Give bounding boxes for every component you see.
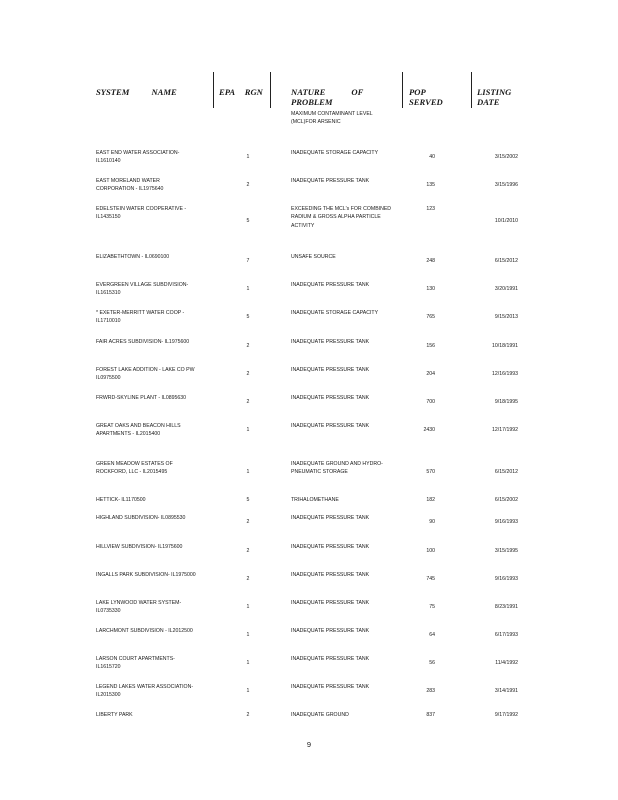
system-name-cell: HETTICK- IL1170500 [96, 497, 146, 503]
population-served-cell: 248 [426, 258, 435, 264]
population-served-cell: 156 [426, 343, 435, 349]
epa-region-cell: 2 [246, 712, 250, 718]
epa-region-cell: 5 [246, 497, 250, 503]
population-served-cell: 570 [426, 469, 435, 475]
epa-region-cell: 5 [246, 314, 250, 320]
population-served-cell: 56 [429, 660, 435, 666]
epa-region-cell: 1 [246, 469, 250, 475]
listing-date-cell: 6/15/2012 [494, 258, 518, 264]
listing-date-cell: 3/15/1995 [494, 548, 518, 554]
listing-date-cell: 9/16/1993 [494, 576, 518, 582]
system-name-cell: LARSON COURT APARTMENTS- IL1615720 [96, 656, 175, 671]
listing-date-cell: 3/14/1991 [494, 688, 518, 694]
population-served-cell: 40 [429, 154, 435, 160]
problem-nature-cell: INADEQUATE PRESSURE TANK [291, 423, 370, 429]
population-served-cell: 283 [426, 688, 435, 694]
header-system-name [96, 87, 177, 97]
population-served-cell: 2430 [423, 427, 435, 433]
header-date-word: DATE [477, 97, 500, 107]
population-served-cell: 90 [429, 519, 435, 525]
column-divider-pop [402, 72, 403, 108]
system-name-cell: FRWRD-SKYLINE PLANT - IL0895630 [96, 395, 187, 401]
system-name-cell: HILLVIEW SUBDIVISION- IL1975600 [96, 544, 183, 550]
header-pop-served [409, 87, 443, 107]
problem-nature-cell: INADEQUATE PRESSURE TANK [291, 600, 370, 606]
listing-date-cell: 9/17/1992 [494, 712, 518, 718]
listing-date-cell: 11/4/1992 [495, 660, 518, 666]
column-divider-listing [471, 72, 472, 108]
header-problem-word: PROBLEM [291, 97, 333, 107]
system-name-cell: FOREST LAKE ADDITION - LAKE CO PW IL0975500 [96, 367, 195, 382]
header-name: NAME [151, 87, 177, 97]
epa-region-cell: 2 [246, 343, 250, 349]
problem-nature-cell: INADEQUATE PRESSURE TANK [291, 367, 370, 373]
header-served-word: SERVED [409, 97, 443, 107]
population-served-cell: 75 [429, 604, 435, 610]
listing-date-cell: 9/16/1993 [494, 519, 518, 525]
listing-date-cell: 6/15/2012 [494, 469, 518, 475]
header-pop-word: POP [409, 87, 426, 97]
problem-nature-cell: INADEQUATE PRESSURE TANK [291, 339, 370, 345]
system-name-cell: LEGEND LAKES WATER ASSOCIATION- IL2015300 [96, 684, 194, 699]
population-served-cell: 204 [426, 371, 435, 377]
header-system: SYSTEM [96, 87, 130, 97]
population-served-cell: 182 [426, 497, 435, 503]
problem-nature-cell: INADEQUATE STORAGE CAPACITY [291, 150, 379, 156]
problem-nature-cell: INADEQUATE PRESSURE TANK [291, 628, 370, 634]
system-name-cell: EVERGREEN VILLAGE SUBDIVISION- IL1615310 [96, 282, 189, 297]
system-name-cell: LIBERTY PARK [96, 712, 133, 718]
system-name-cell: FAIR ACRES SUBDIVISION- IL1975600 [96, 339, 190, 345]
problem-nature-cell: INADEQUATE PRESSURE TANK [291, 656, 370, 662]
listing-date-cell: 9/15/2013 [494, 314, 518, 320]
listing-date-cell: 12/17/1992 [492, 427, 518, 433]
problem-nature-cell: UNSAFE SOURCE [291, 254, 336, 260]
problem-nature-cell: EXCEEDING THE MCL's FOR COMBINED RADIUM & GROSS ALPHA PARTICLE ACTIVITY [291, 206, 392, 229]
epa-region-cell: 2 [246, 371, 250, 377]
population-served-cell: 745 [426, 576, 435, 582]
problem-nature-cell: INADEQUATE PRESSURE TANK [291, 515, 370, 521]
epa-region-cell: 2 [246, 399, 250, 405]
system-name-cell: LAKE LYNWOOD WATER SYSTEM- IL0735330 [96, 600, 182, 615]
header-of-word: OF [351, 87, 364, 97]
listing-date-cell: 12/16/1993 [492, 371, 518, 377]
listing-date-cell: 3/15/2002 [494, 154, 518, 160]
problem-nature-cell: INADEQUATE GROUND [291, 712, 349, 718]
epa-region-cell: 1 [246, 660, 250, 666]
epa-region-cell: 1 [246, 632, 250, 638]
system-name-cell: EAST END WATER ASSOCIATION- IL1610140 [96, 150, 180, 165]
system-name-cell: LARCHMONT SUBDIVISION - IL2012500 [96, 628, 193, 634]
population-served-cell: 123 [426, 206, 435, 212]
column-divider-epa [213, 72, 214, 108]
listing-date-cell: 6/15/2002 [494, 497, 518, 503]
epa-region-cell: 1 [246, 427, 250, 433]
problem-nature-cell: INADEQUATE STORAGE CAPACITY [291, 310, 379, 316]
system-name-cell: * EXETER-MERRITT WATER COOP - IL1710010 [96, 310, 185, 325]
problem-nature-cell: INADEQUATE PRESSURE TANK [291, 282, 370, 288]
header-listing-word: LISTING [477, 87, 512, 97]
epa-region-cell: 2 [246, 519, 250, 525]
listing-date-cell: 9/18/1995 [494, 399, 518, 405]
header-nature [291, 87, 363, 107]
header-listing-date [477, 87, 511, 107]
system-name-cell: GREEN MEADOW ESTATES OF ROCKFORD, LLC - IL2015495 [96, 461, 173, 476]
epa-region-cell: 1 [246, 688, 250, 694]
listing-date-cell: 3/20/1991 [494, 286, 518, 292]
header-epa-rgn: EPA RGN [219, 87, 263, 97]
population-served-cell: 765 [426, 314, 435, 320]
header-nature-word: NATURE [291, 87, 326, 97]
listing-date-cell: 8/23/1991 [494, 604, 518, 610]
page-number: 9 [306, 740, 312, 749]
problem-nature-cell: INADEQUATE PRESSURE TANK [291, 544, 370, 550]
epa-region-cell: 1 [246, 604, 250, 610]
population-served-cell: 700 [426, 399, 435, 405]
problem-nature-cell: INADEQUATE PRESSURE TANK [291, 684, 370, 690]
population-served-cell: 100 [426, 548, 435, 554]
listing-date-cell: 3/15/1996 [494, 182, 518, 188]
epa-region-cell: 7 [246, 258, 250, 264]
epa-region-cell: 2 [246, 548, 250, 554]
system-name-cell: GREAT OAKS AND BEACON HILLS APARTMENTS - IL2015400 [96, 423, 181, 438]
epa-region-cell: 2 [246, 576, 250, 582]
system-name-cell: ELIZABETHTOWN - IL0690100 [96, 254, 170, 260]
epa-region-cell: 1 [246, 286, 250, 292]
epa-region-cell: 5 [246, 218, 250, 224]
population-served-cell: 135 [426, 182, 435, 188]
listing-date-cell: 6/17/1993 [494, 632, 518, 638]
population-served-cell: 130 [426, 286, 435, 292]
system-name-cell: EAST MORELAND WATER CORPORATION - IL1975640 [96, 178, 164, 193]
problem-nature-cell: INADEQUATE PRESSURE TANK [291, 178, 370, 184]
system-name-cell: INGALLS PARK SUBDIVISION- IL1975000 [96, 572, 196, 578]
population-served-cell: 837 [426, 712, 435, 718]
header-sub-note: MAXIMUM CONTAMINANT LEVEL (MCL)FOR ARSENIC [291, 111, 373, 126]
listing-date-cell: 10/18/1991 [492, 343, 518, 349]
problem-nature-cell: TRIHALOMETHANE [291, 497, 339, 503]
system-name-cell: EDELSTEIN WATER COOPERATIVE -IL1435150 [96, 206, 187, 221]
column-divider-nature [270, 72, 271, 108]
problem-nature-cell: INADEQUATE PRESSURE TANK [291, 572, 370, 578]
system-name-cell: HIGHLAND SUBDIVISION- IL0895530 [96, 515, 186, 521]
population-served-cell: 64 [429, 632, 435, 638]
problem-nature-cell: INADEQUATE PRESSURE TANK [291, 395, 370, 401]
problem-nature-cell: INADEQUATE GROUND AND HYDRO- PNEUMATIC STORAGE [291, 461, 383, 476]
epa-region-cell: 2 [246, 182, 250, 188]
epa-region-cell: 1 [246, 154, 250, 160]
listing-date-cell: 10/1/2010 [494, 218, 518, 224]
